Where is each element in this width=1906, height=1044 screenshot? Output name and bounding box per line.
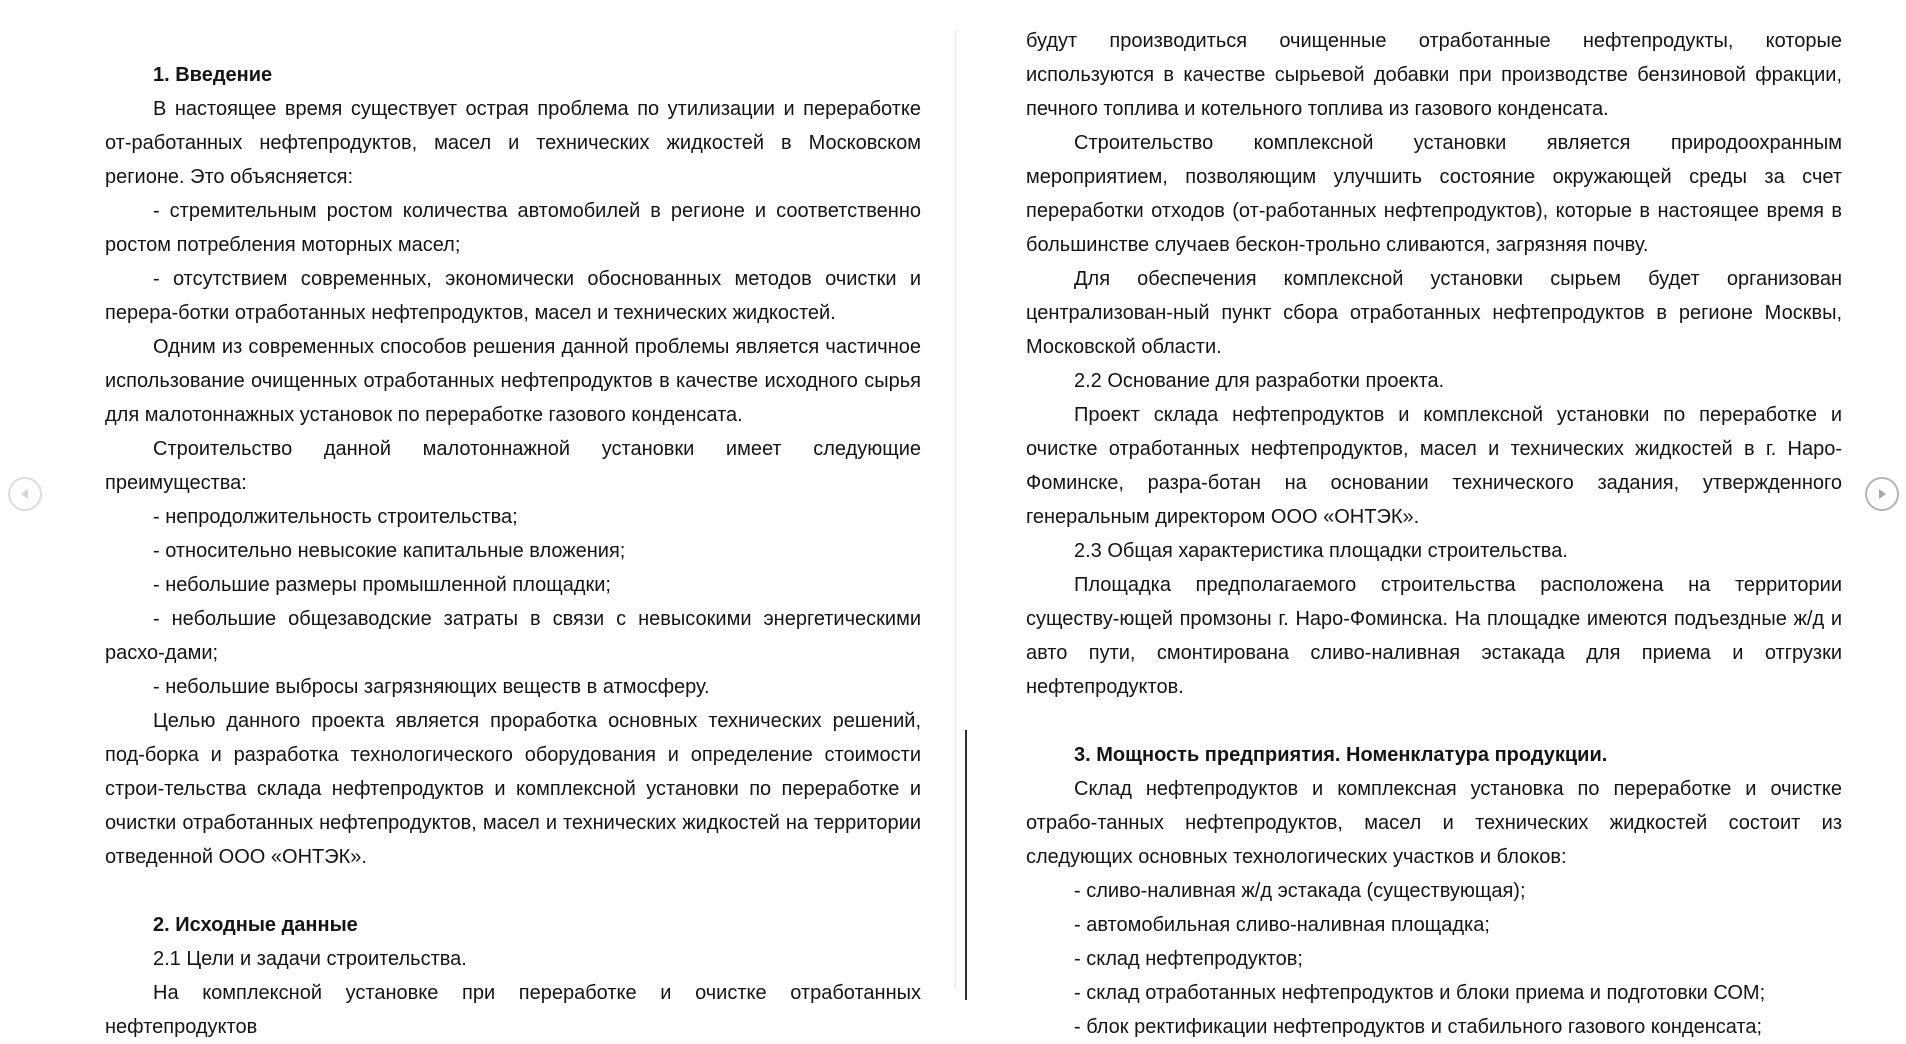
paragraph: В настоящее время существует острая проблема по утилизации и переработке от-работанных нефтепродуктов, масел и технических жидкостей в Московском регионе. Это объясняется: [105,98,921,188]
list-item: - небольшие выбросы загрязняющих веществ в атмосферу. [153,676,710,698]
paragraph: Склад нефтепродуктов и комплексная установка по переработке и очистке отрабо-танных нефтепродуктов, масел и технических жидкостей состоит из следующих основных технологических участков и блоков: [1026,778,1842,868]
paragraph: Строительство комплексной установки является природоохранным мероприятием, позволяющим улучшить состояние окружающей среды за счет переработки отходов (от-работанных нефтепродуктов), которые в настоящее время в большинстве случаев бескон-трольно сливаются, загрязняя почву. [1026,132,1842,256]
section-heading: 3. Мощность предприятия. Номенклатура продукции. [1074,744,1608,766]
left-page [105,58,921,1044]
paragraph: Площадка предполагаемого строительства расположена на территории существу-ющей промзоны г. Наро-Фоминска. На площадке имеются подъездные ж/д и авто пути, смонтирована сливо-наливная эстакада для приема и отгрузки нефтепродуктов. [1026,574,1842,698]
list-item: - относительно невысокие капитальные вложения; [153,540,626,562]
next-page-button[interactable] [1865,477,1899,511]
list-item: - сливо-наливная ж/д эстакада (существующая); [1074,880,1526,902]
section-heading: 2. Исходные данные [153,914,358,936]
paragraph: будут производиться очищенные отработанные нефтепродукты, которые используются в качестве сырьевой добавки при производстве бензиновой фракции, печного топлива и котельного топлива из газового конденсата. [1026,30,1842,120]
list-item: - автомобильная сливо-наливная площадка; [1074,914,1490,936]
subsection-heading: 2.2 Основание для разработки проекта. [1074,370,1445,392]
list-item: - непродолжительность строительства; [153,506,518,528]
subsection-heading: 2.1 Цели и задачи строительства. [153,948,467,970]
page-divider [955,30,956,990]
paragraph: На комплексной установке при переработке и очистке отработанных нефтепродуктов [105,982,921,1038]
prev-page-button[interactable] [8,477,42,511]
list-item: - отсутствием современных, экономически обоснованных методов очистки и перера-ботки отработанных нефтепродуктов, масел и технических жидкостей. [105,268,921,324]
paragraph: Для обеспечения комплексной установки сырьем будет организован централизован-ный пункт сбора отработанных нефтепродуктов в регионе Москвы, Московской области. [1026,268,1842,358]
list-item: - стремительным ростом количества автомобилей в регионе и соответственно ростом потребления моторных масел; [105,200,921,256]
list-item: - склад отработанных нефтепродуктов и блоки приема и подготовки СОМ; [1074,982,1766,1004]
chevron-right-icon [1875,487,1889,501]
paragraph: Строительство данной малотоннажной установки имеет следующие преимущества: [105,438,921,494]
chevron-left-icon [18,487,32,501]
list-item: - небольшие размеры промышленной площадки; [153,574,611,596]
list-item: - блок ректификации нефтепродуктов и стабильного газового конденсата; [1074,1016,1763,1038]
right-page [1026,24,1842,1044]
paragraph: Целью данного проекта является проработка основных технических решений, под-борка и разработка технологического оборудования и определение стоимости строи-тельства склада нефтепродуктов и комплексной установки по переработке и очистки отработанных нефтепродуктов, масел и технических жидкостей на территории отведенной ООО «ОНТЭК». [105,710,921,868]
subsection-heading: 2.3 Общая характеристика площадки строительства. [1074,540,1568,562]
paragraph: Одним из современных способов решения данной проблемы является частичное использование очищенных отработанных нефтепродуктов в качестве исходного сырья для малотоннажных установок по переработке газового конденсата. [105,336,921,426]
paragraph: Проект склада нефтепродуктов и комплексной установки по переработке и очистке отработанных нефтепродуктов, масел и технических жидкостей в г. Наро-Фоминске, разра-ботан на основании технического задания, утвержденного генеральным директором ООО «ОНТЭК». [1026,404,1842,528]
scroll-indicator[interactable] [965,730,967,1000]
list-item: - склад нефтепродуктов; [1074,948,1303,970]
list-item: - небольшие общезаводские затраты в связи с невысокими энергетическими расхо-дами; [105,608,921,664]
section-heading: 1. Введение [153,64,273,86]
